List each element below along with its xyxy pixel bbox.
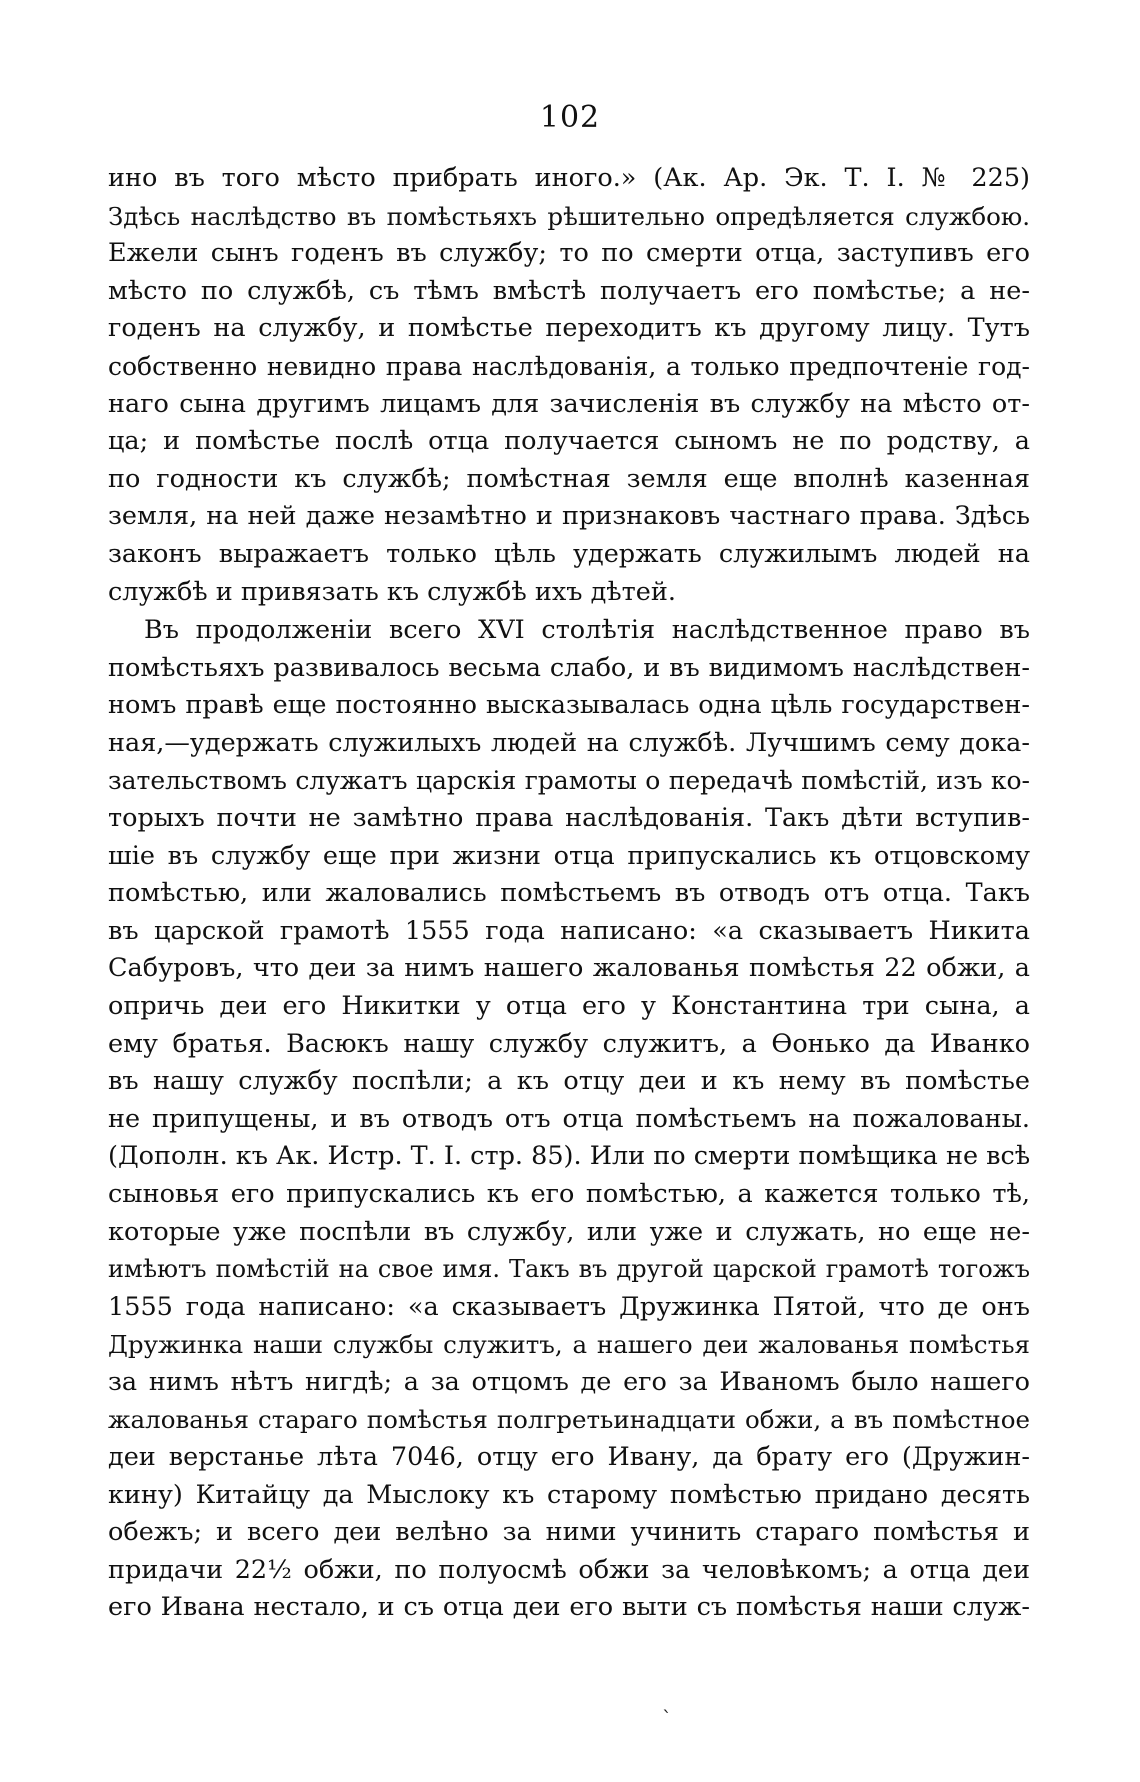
text-line: годенъ на службу, и помѣстье переходитъ къ другому лицу. Тутъ bbox=[108, 313, 1030, 344]
text-line: опричь деи его Никитки у отца его у Константина три сына, а bbox=[108, 990, 1030, 1021]
text-line: зательствомъ служатъ царскія грамоты о передачѣ помѣстій, изъ ко- bbox=[108, 766, 1030, 796]
text-line: имѣютъ помѣстій на свое имя. Такъ въ другой царской грамотѣ тогожъ bbox=[108, 1255, 1030, 1284]
text-line: которые уже поспѣли въ службу, или уже и служать, но еще не- bbox=[108, 1216, 1030, 1247]
text-line: (Дополн. къ Ак. Истр. Т. I. стр. 85). Или по смерти помѣщика не всѣ bbox=[108, 1141, 1031, 1172]
text-line: помѣстью, или жаловались помѣстьемъ въ отводъ отъ отца. Такъ bbox=[108, 878, 1030, 909]
text-line: ная,—удержать служилыхъ людей на службѣ. Лучшимъ сему дока- bbox=[108, 727, 1030, 758]
text-line: по годности къ службѣ; помѣстная земля еще вполнѣ казенная bbox=[108, 463, 1030, 494]
text-line: деи верстанье лѣта 7046, отцу его Ивану, да брату его (Дружин- bbox=[108, 1442, 1030, 1473]
text-line: собственно невидно права наслѣдованія, а только предпочтеніе год- bbox=[108, 351, 1030, 381]
text-line: обежъ; и всего деи велѣно за ними учинить стараго помѣстья и bbox=[108, 1517, 1030, 1548]
text-line: его Ивана нестало, и съ отца деи его выти съ помѣстья наши служ- bbox=[108, 1592, 1030, 1623]
text-line: кину) Китайцу да Мыслоку къ старому помѣстью придано десять bbox=[108, 1479, 1030, 1510]
text-line: земля, на ней даже незамѣтно и признаковъ частнаго права. Здѣсь bbox=[108, 501, 1030, 532]
text-line: не припущены, и въ отводъ отъ отца помѣстьемъ на пожалованы. bbox=[108, 1103, 1030, 1134]
text-line: въ царской грамотѣ 1555 года написано: «а сказываетъ Никита bbox=[108, 915, 1030, 946]
text-line: жалованья стараго помѣстья полгретьинадцати обжи, а въ помѣстное bbox=[108, 1405, 1030, 1435]
text-line: Ежели сынъ годенъ въ службу; то по смерти отца, заступивъ его bbox=[108, 238, 1030, 269]
paragraph-1 bbox=[108, 160, 1030, 611]
text-line: Въ продолженіи всего XVI столѣтія наслѣдственное право въ bbox=[144, 615, 1030, 645]
text-line: мѣсто по службѣ, съ тѣмъ вмѣстѣ получаетъ его помѣстье; а не- bbox=[108, 275, 1030, 306]
text-line: шіе въ службу еще при жизни отца припускались къ отцовскому bbox=[108, 840, 1030, 871]
text-line: наго сына другимъ лицамъ для зачисленія въ службу на мѣсто от- bbox=[108, 388, 1030, 419]
text-line: Сабуровъ, что деи за нимъ нашего жалованья помѣстья 22 обжи, а bbox=[108, 953, 1030, 984]
text-line: службѣ и привязать къ службѣ ихъ дѣтей. bbox=[108, 576, 676, 607]
text-line: въ нашу службу поспѣли; а къ отцу деи и къ нему въ помѣстье bbox=[108, 1066, 1030, 1097]
text-line: Дружинка наши службы служитъ, а нашего деи жалованья помѣстья bbox=[108, 1330, 1030, 1360]
paragraph-2 bbox=[108, 612, 1030, 1627]
text-line: ца; и помѣстье послѣ отца получается сыномъ не по родству, а bbox=[108, 426, 1030, 457]
text-line: сыновья его припускались къ его помѣстью, а кажется только тѣ, bbox=[108, 1178, 1030, 1209]
page-number: 102 bbox=[539, 100, 601, 135]
text-line: ино въ того мѣсто прибрать иного.» (Ак. Ар. Эк. Т. I. № 225) bbox=[108, 163, 1030, 193]
text-line: за нимъ нѣтъ нигдѣ; а за отцомъ де его за Иваномъ было нашего bbox=[108, 1366, 1030, 1397]
text-line: придачи 22½ обжи, по полуосмѣ обжи за человѣкомъ; а отца деи bbox=[108, 1554, 1030, 1585]
bottom-mark: ` bbox=[662, 1706, 672, 1730]
text-line: 1555 года написано: «а сказываетъ Дружинка Пятой, что де онъ bbox=[108, 1291, 1030, 1322]
text-line: торыхъ почти не замѣтно права наслѣдованія. Такъ дѣти вступив- bbox=[108, 802, 1030, 833]
text-line: помѣстьяхъ развивалось весьма слабо, и въ видимомъ наслѣдствен- bbox=[108, 652, 1030, 683]
text-line: законъ выражаетъ только цѣль удержать служилымъ людей на bbox=[108, 538, 1030, 569]
text-line: ему братья. Васюкъ нашу службу служитъ, а Ѳонько да Иванко bbox=[108, 1028, 1030, 1059]
text-line: номъ правѣ еще постоянно высказывалась одна цѣль государствен- bbox=[108, 690, 1030, 721]
text-line: Здѣсь наслѣдство въ помѣстьяхъ рѣшительно опредѣляется службою. bbox=[108, 201, 1030, 231]
